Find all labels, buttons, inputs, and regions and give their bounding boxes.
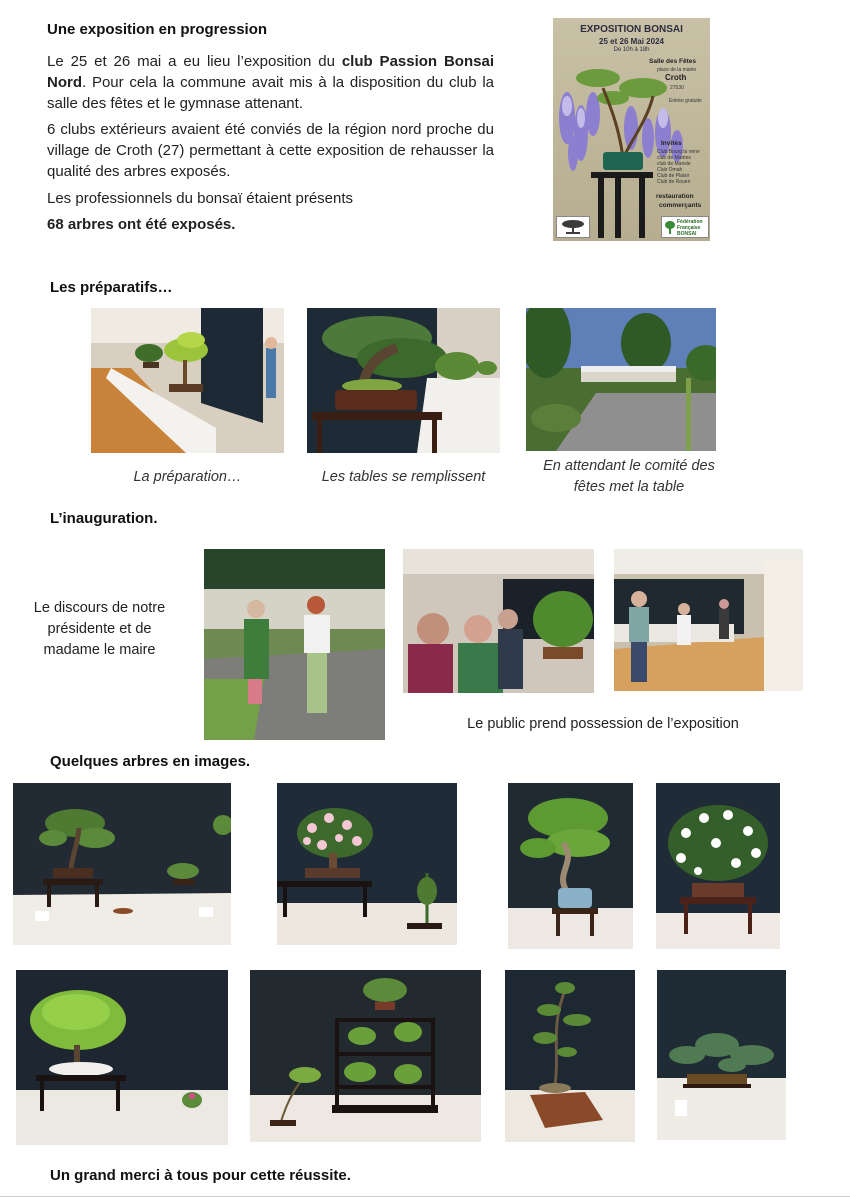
prep-photo-tables	[307, 308, 500, 453]
exhibition-poster	[553, 18, 710, 241]
poster-entry: Entrée gratuite	[669, 98, 702, 104]
federation-logo-text: Fédération Française BONSAI	[677, 219, 703, 237]
poster-title: EXPOSITION BONSAI	[580, 24, 683, 35]
tree-photo-maple	[16, 970, 228, 1145]
club-logo	[556, 216, 590, 238]
club-name: club Passion Bonsai Nord	[47, 53, 494, 91]
prep-heading: Les préparatifs…	[50, 279, 173, 296]
poster-invite-1: Club Bourg la reine	[657, 149, 700, 155]
public-photo-2	[614, 549, 803, 691]
poster-dates: 25 et 26 Mai 2024	[599, 37, 664, 46]
poster-postcode: 27530	[670, 85, 684, 91]
federation-logo	[661, 216, 709, 238]
intro-p1-end: . Pour cela la commune avait mis à la disposition du club la salle des fêtes et le gymnase attenant.	[47, 74, 494, 112]
intro-p1-start: Le 25 et 26 mai a eu lieu l’exposition du	[47, 53, 342, 70]
poster-invite-2: club de Mantes	[657, 155, 691, 161]
poster-invite-6: Club de Rouen	[657, 179, 691, 185]
poster-hours: De 10h à 18h	[613, 47, 650, 53]
prep-photo-preparation	[91, 308, 284, 453]
intro-paragraph-3: Les professionnels du bonsaï étaient présents	[47, 190, 354, 207]
tree-photo-literati	[505, 970, 635, 1142]
poster-invite-3: club de Mansle	[657, 161, 691, 167]
page-divider	[0, 1196, 850, 1197]
tree-photo-display-stand	[250, 970, 481, 1142]
thanks-text: Un grand merci à tous pour cette réussite.	[50, 1167, 351, 1184]
tree-photo-pine	[13, 783, 231, 945]
poster-venue: Salle des Fêtes	[649, 58, 696, 65]
trees-heading: Quelques arbres en images.	[50, 753, 251, 770]
tree-photo-juniper	[508, 783, 633, 949]
speech-photo	[204, 549, 385, 740]
tree-photo-forest	[657, 970, 786, 1140]
tree-photo-white-azalea	[656, 783, 780, 949]
intro-paragraph-2: 6 clubs extérieurs avaient été conviés de la région nord proche du village de Croth (27) permettant à cette exposition de rehausser la qualité des arbres exposés.	[47, 121, 494, 180]
intro-paragraph-4: 68 arbres ont été exposés.	[47, 216, 236, 233]
poster-invite-5: Club de Plaisir	[657, 173, 690, 179]
tree-photo-azalea	[277, 783, 457, 945]
prep-photo-garden	[526, 308, 716, 451]
public-photo-1	[403, 549, 594, 693]
prep-caption-2: Les tables se remplissent	[321, 469, 486, 485]
poster-invite-4: Club Omah	[657, 167, 683, 173]
speech-caption: Le discours de notre présidente et de madame le maire	[33, 600, 166, 658]
inauguration-heading: L’inauguration.	[50, 510, 158, 527]
prep-caption-1: La préparation…	[133, 469, 242, 485]
poster-service-1: restauration	[656, 193, 694, 200]
poster-service-2: commerçants	[659, 202, 702, 209]
intro-heading: Une exposition en progression	[47, 21, 268, 38]
intro-paragraph-1	[47, 51, 494, 114]
poster-invites-title: Invités	[661, 140, 682, 147]
public-caption: Le public prend possession de l’exposition	[467, 716, 739, 732]
prep-caption-3: En attendant le comité des fêtes met la table	[543, 458, 715, 495]
poster-venue-sub: place de la mairie	[657, 67, 697, 73]
poster-town: Croth	[665, 73, 687, 82]
